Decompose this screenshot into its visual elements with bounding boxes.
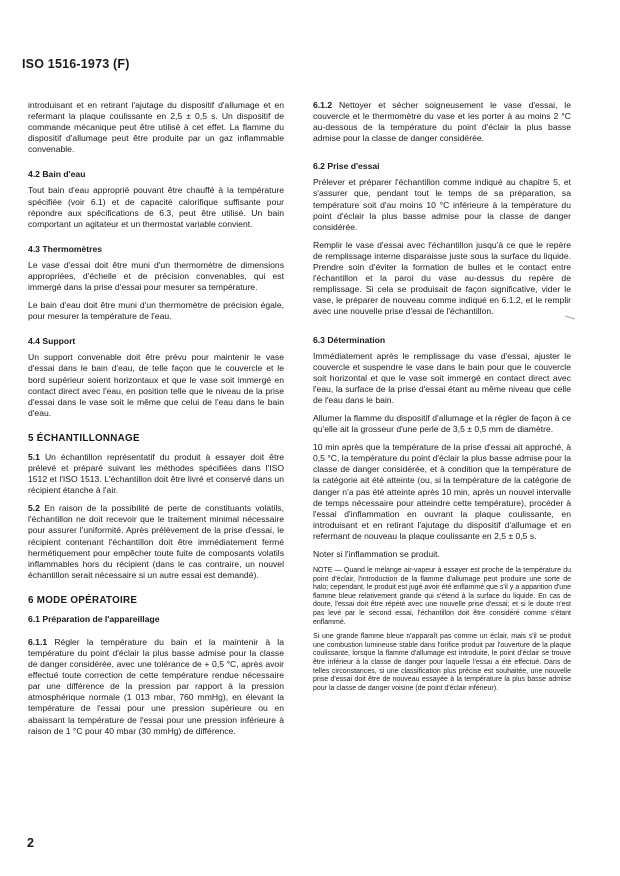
section-5-1 bbox=[28, 452, 284, 496]
section-5-2-text: En raison de la possibilité de perte de constituants volatils, l'échantillon ne doit recevoir que le traitement minimal nécessaire pour assurer l'uniformité. Après prélèvement de la prise d'essai, le récipient contenant l'échantillon doit être immédiatement fermé hermétiquement pour empêcher toute fuite de composants volatils inflammables hors du récipient (dans le cas contraire, un nouvel échantillon serait nécessaire si un autre essai est demandé). bbox=[28, 503, 284, 580]
section-4-4-title: 4.4 Support bbox=[28, 336, 76, 347]
section-6-1-1 bbox=[28, 637, 284, 737]
section-5-1-text: Un échantillon représentatif du produit à essayer doit être prélevé et préparé suivant les méthodes spécifiées dans l'ISO 1512 et l'ISO 1513. L'échantillon doit être livré et conservé dans un récipient étanche à l'air. bbox=[28, 451, 284, 496]
note-paragraph-1: NOTE — Quand le mélange air-vapeur à essayer est proche de la température du point d'éclair, l'introduction de la flamme d'allumage peut produire une sorte de halo; cependant, le produit est jugé avoir été enflammé que s'il y a apparition d'une flamme bleue relativement grande qui s'étend à la surface du liquide. En cas de doute, l'essai doit être répété avec une nouvelle prise d'essai; et si le doute n'est pas levé par le second essai, l'échantillon doit être considéré comme s'étant enflammé. bbox=[313, 567, 571, 626]
document-header: ISO 1516-1973 (F) bbox=[22, 57, 130, 71]
section-6-title: 6 MODE OPÉRATOIRE bbox=[28, 594, 138, 606]
section-6-1-2 bbox=[313, 100, 571, 144]
section-6-1-2-number: 6.1.2 bbox=[313, 100, 333, 110]
section-4-2-text: Tout bain d'eau approprié pouvant être chauffé à la température spécifiée (voir 6.1) et de capacité calorifique suffisante pour répondre aux spécifications de 6.3, peut être utilisé. Un bain comportant un agitateur et un thermostat variable convient. bbox=[28, 185, 284, 229]
section-6-1-title: 6.1 Préparation de l'appareillage bbox=[28, 613, 160, 624]
intro-paragraph: introduisant et en retirant l'ajutage du dispositif d'allumage et en refermant la plaque coulissante en 2,5 ± 0,5 s. Un dispositif de commande mécanique peut être utilisé à cet effet. La flamme du dispositif d'allumage peut être produite par un gaz inflammable convenable. bbox=[28, 100, 284, 155]
right-column bbox=[313, 100, 571, 699]
left-column bbox=[28, 100, 284, 744]
note-paragraph-2: Si une grande flamme bleue n'apparaît pas comme un éclair, mais s'il se produit une combustion lumineuse stable dans l'orifice produit par l'ouverture de la plaque coulissante, lorsque la flamme d'allumage est introduite, le point d'éclair se trouve être inférieur à la classe de danger pour laquelle l'essai a été effectué. Dans de telles circonstances, si une classification plus précise est souhaitée, une nouvelle prise d'essai doit être de nouveau essayée à la température la plus basse admise pour la classe de danger voisine (de point d'éclair inférieur). bbox=[313, 633, 571, 692]
section-6-3-text-2: Allumer la flamme du dispositif d'allumage et la régler de façon à ce qu'elle ait la grosseur d'une perle de 3,5 ± 0,5 mm de diamètre. bbox=[313, 412, 571, 435]
section-6-3-text-3: 10 min après que la température de la prise d'essai ait approché, à 0,5 °C, la température du point d'éclair la plus basse admise pour la classe de danger considérée, et à condition que la température de la catégorie ait été atteinte (ou, si la température de la catégorie de danger n'a pas été atteinte après 10 min, après un nouvel intervalle de temps nécessaire pour atteindre cette température), procéder à l'essai d'inflammation en ouvrant la plaque coulissante, en introduisant et en retirant l'ajutage du dispositif d'allumage et en refermant de nouveau la plaque coulissante en 2,5 ± 0,5 s. bbox=[313, 442, 571, 541]
section-4-2-title: 4.2 Bain d'eau bbox=[28, 169, 86, 180]
section-6-2-text-1: Prélever et préparer l'échantillon comme indiqué au chapitre 5, et s'assurer que, pendant tout le temps de sa préparation, sa température soit d'au moins 10 °C inférieure à la température du point d'éclair la plus basse admise pour la classe de danger considérée. bbox=[313, 177, 571, 232]
section-6-3-text-4: Noter si l'inflammation se produit. bbox=[313, 549, 440, 559]
section-5-1-number: 5.1 bbox=[28, 451, 40, 462]
section-5-title: 5 ÉCHANTILLONNAGE bbox=[28, 432, 140, 444]
section-4-3-text-1: Le vase d'essai doit être muni d'un thermomètre de dimensions appropriées, d'échelle et de précision convenables, qui est immergé dans la prise d'essai pour mesurer sa température. bbox=[28, 259, 284, 293]
section-6-2-text-2: Remplir le vase d'essai avec l'échantillon jusqu'à ce que le repère de remplissage interne disparaisse juste sous la surface du liquide. Prendre soin d'éviter la formation de bulles et le contact entre l'échantillon et la paroi du vase au-dessus du repère de remplissage. Si cela se produisait de façon significative, vider le vase, le préparer de nouveau comme indiqué en 6.1.2, et le remplir avec une nouvelle prise d'essai de l'échantillon. bbox=[313, 239, 571, 317]
section-6-1-1-number: 6.1.1 bbox=[28, 636, 48, 647]
section-5-2 bbox=[28, 503, 284, 581]
section-6-1-1-text: Régler la température du bain et la maintenir à la température du point d'éclair la plus basse admise pour la classe de danger considérée, avec une tolérance de + 0,5 °C, après avoir effectué toute correction de cette température rendue nécessaire par une différence de la pression par rapport à la pression atmosphérique normale (1 013 mbar, 760 mmHg), en élevant la température de l'essai pour une pression supérieure ou en abaissant la température de l'essai pour une pression inférieure à raison de 1 °C pour 40 mbar (30 mmHg) de différence. bbox=[28, 636, 284, 736]
section-6-2-title: 6.2 Prise d'essai bbox=[313, 161, 380, 172]
section-6-3-text-1: Immédiatement après le remplissage du vase d'essai, ajuster le couvercle et suspendre le vase dans le bain pour que le couvercle soit horizontal et que le vase soit immergé en contact direct avec l'eau, la surface de la prise d'essai étant au même niveau que celle de l'eau dans le bain. bbox=[313, 350, 571, 405]
section-6-3-title: 6.3 Détermination bbox=[313, 334, 386, 345]
section-4-3-title: 4.3 Thermomètres bbox=[28, 243, 103, 254]
section-6-1-2-text: Nettoyer et sécher soigneusement le vase d'essai, le couvercle et le thermomètre du vase et les porter à au moins 2 °C au-dessous de la température du point d'éclair la plus basse admise pour la classe de danger considérée. bbox=[313, 100, 571, 144]
section-4-4-text: Un support convenable doit être prévu pour maintenir le vase d'essai dans le bain d'eau, de telle façon que le couvercle et le bord supérieur soient horizontaux et que le vase soit immergé en contact direct avec l'eau, en position telle que le niveau de la prise d'essai dans le vase soit le même que celui de l'eau dans le bain d'eau. bbox=[28, 352, 284, 418]
page-number: 2 bbox=[27, 836, 34, 850]
section-5-2-number: 5.2 bbox=[28, 503, 40, 514]
section-4-3-text-2: Le bain d'eau doit être muni d'un thermomètre de précision égale, pour mesurer la température de l'eau. bbox=[28, 300, 284, 322]
